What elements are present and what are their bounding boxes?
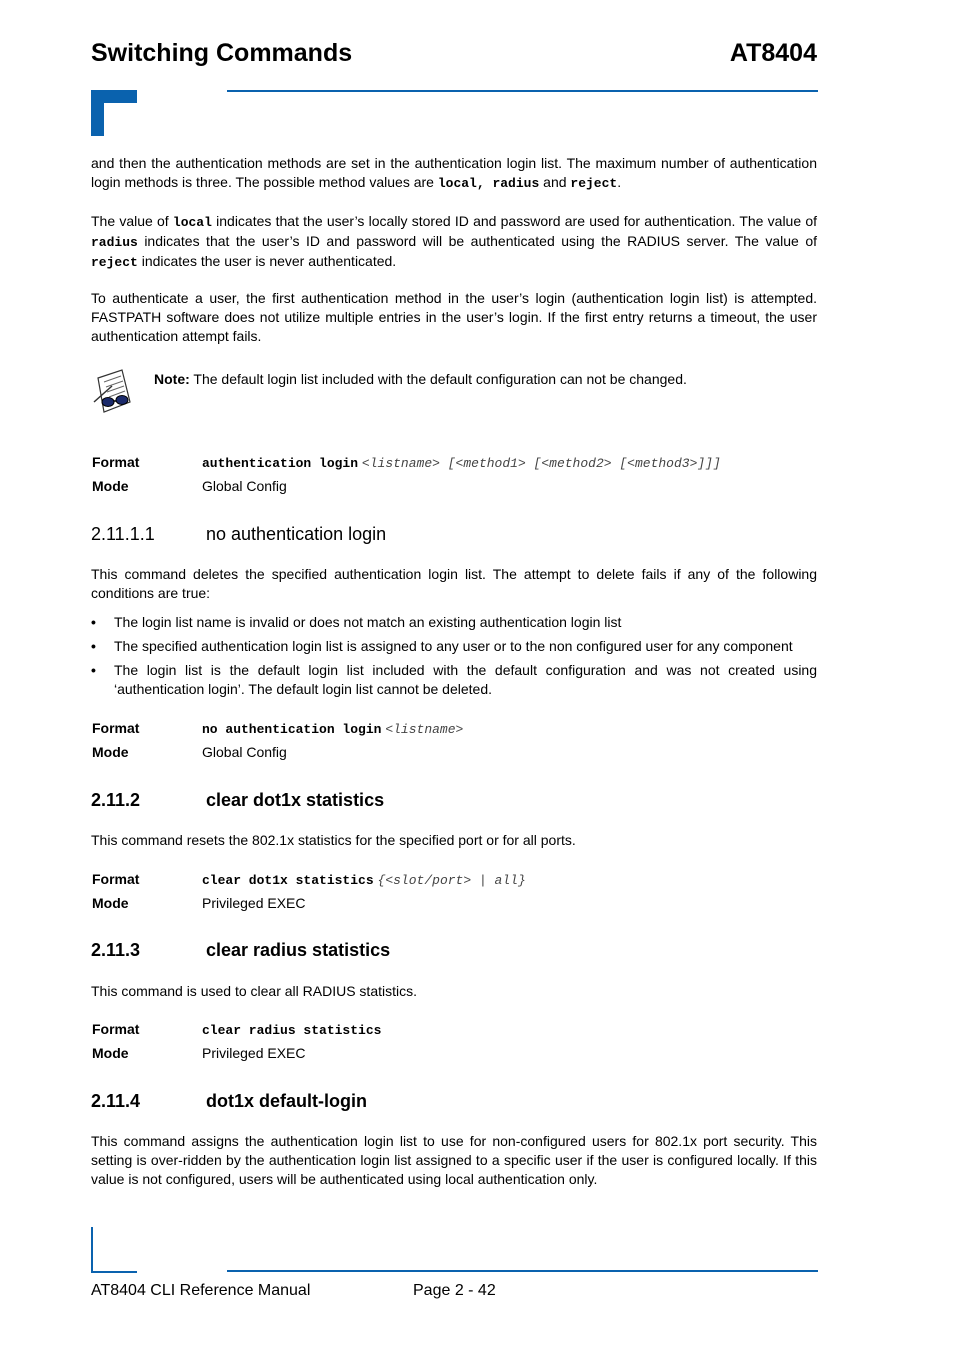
footer-rule	[227, 1270, 818, 1272]
command-args: {<slot/port> | all}	[377, 873, 526, 888]
mode-value: Global Config	[202, 478, 287, 494]
format-syntax	[202, 720, 463, 737]
mode-value: Privileged EXEC	[202, 895, 306, 911]
section-heading-2-11-1-1	[91, 524, 386, 545]
list-item-text: The login list is the default login list included with the default configuration and was not created using ‘authentication login’. The default login list cannot be deleted.	[114, 662, 817, 698]
code-reject: reject	[91, 255, 138, 271]
code-local-radius: local, radius	[437, 176, 540, 192]
intro-and: and	[543, 174, 567, 191]
mode-label: Mode	[92, 478, 129, 494]
command-name: authentication login	[202, 456, 359, 471]
command-name: no authentication login	[202, 722, 382, 737]
p2-text-d: indicates the user is never authenticated.	[141, 253, 397, 270]
bullet-icon: •	[91, 614, 96, 630]
note-pad-with-glasses-icon	[92, 368, 136, 416]
intro-end: .	[617, 174, 622, 191]
header-title: Switching Commands	[91, 39, 353, 67]
section-title: clear radius statistics	[206, 940, 391, 960]
command-name: clear dot1x statistics	[202, 873, 374, 888]
mode-label: Mode	[92, 895, 129, 911]
note	[154, 371, 687, 387]
code-radius: radius	[91, 235, 138, 251]
format-label: Format	[92, 871, 140, 887]
mode-value: Global Config	[202, 744, 287, 760]
list-item-text: The specified authentication login list is assigned to any user or to the non configured user for any component	[114, 638, 793, 654]
mode-value: Privileged EXEC	[202, 1045, 306, 1061]
section-title: dot1x default-login	[206, 1091, 367, 1111]
corner-mark	[91, 90, 137, 136]
note-label: Note:	[154, 371, 190, 387]
section-number: 2.11.2	[91, 790, 141, 810]
section-description: This command deletes the specified authentication login list. The attempt to delete fails if any of the following conditions are true:	[91, 566, 817, 602]
section-description: This command is used to clear all RADIUS statistics.	[91, 983, 417, 999]
mode-label: Mode	[92, 1045, 129, 1061]
format-syntax	[202, 871, 526, 888]
section-title: clear dot1x statistics	[206, 790, 385, 810]
section-description: This command resets the 802.1x statistics for the specified port or for all ports.	[91, 832, 576, 848]
footer-manual-title: AT8404 CLI Reference Manual	[91, 1282, 311, 1299]
code-reject: reject	[570, 176, 618, 192]
p2-text-b: indicates that the user’s locally stored ID and password are used for authentication. The value of	[216, 213, 818, 229]
format-label: Format	[92, 720, 140, 736]
footer-corner-mark	[91, 1227, 137, 1273]
section-number: 2.11.4	[91, 1091, 141, 1111]
command-args: <listname> [<method1> [<method2> [<method3>]]]	[361, 456, 721, 471]
intro-text: and then the authentication methods are set in the authentication login list. The maximum number of authentication login methods is three. The possible method values are	[91, 155, 817, 191]
section-number: 2.11.3	[91, 940, 141, 960]
command-args: <listname>	[385, 722, 464, 737]
code-local: local	[172, 215, 212, 230]
format-label: Format	[92, 1021, 140, 1037]
section-heading-2-11-2	[91, 790, 384, 811]
bullet-icon: •	[91, 662, 96, 678]
format-label: Format	[92, 454, 140, 470]
footer-page-number: Page 2 - 42	[413, 1282, 496, 1299]
section-description: This command assigns the authentication login list to use for non-configured users for 802.1x port security. This setting is over-ridden by the authentication login list assigned to a specific user if the user is configured locally. If this value is not configured, users will be authenticated using local authentication only.	[91, 1133, 817, 1188]
format-syntax	[202, 454, 721, 471]
bullet-icon: •	[91, 638, 96, 654]
section-heading-2-11-4	[91, 1091, 367, 1112]
format-syntax	[202, 1021, 381, 1038]
intro-paragraph-2	[91, 212, 817, 273]
section-heading-2-11-3	[91, 940, 390, 961]
section-number: 2.11.1.1	[91, 524, 155, 544]
command-name: clear radius statistics	[202, 1023, 382, 1038]
note-text: The default login list included with the default configuration can not be changed.	[193, 371, 687, 387]
header-rule	[227, 90, 818, 92]
p2-text-a: The value of	[91, 213, 169, 229]
p2-text-c: indicates that the user’s ID and password will be authenticated using the RADIUS server. The value of	[144, 233, 817, 250]
section-title: no authentication login	[206, 524, 387, 544]
header-product: AT8404	[729, 39, 817, 67]
intro-paragraph-1	[91, 154, 817, 193]
intro-paragraph-3: To authenticate a user, the first authentication method in the user’s login (authentication login list) is attempted. FASTPATH software does not utilize multiple entries in the user’s login. If the first entry returns a timeout, the user authentication attempt fails.	[91, 290, 817, 345]
mode-label: Mode	[92, 744, 129, 760]
list-item-text: The login list name is invalid or does not match an existing authentication login list	[114, 614, 622, 630]
